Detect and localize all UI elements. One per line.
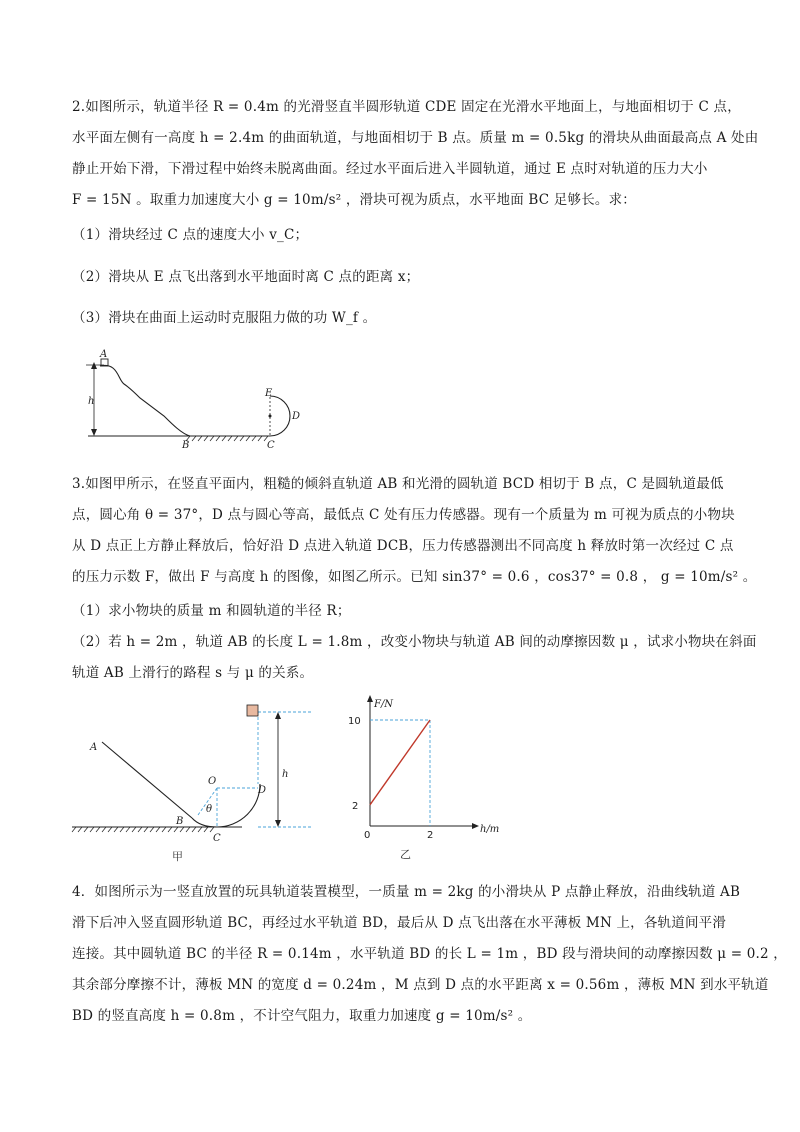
chart-y-arrow bbox=[367, 695, 373, 702]
q2-curved-track bbox=[100, 365, 190, 436]
q4-line-1: 4．如图所示为一竖直放置的玩具轨道装置模型，一质量 m = 2kg 的小滑块从 P 点静止释放，沿曲线轨道 AB bbox=[72, 884, 741, 900]
q3-stem bbox=[72, 469, 757, 593]
q2-sub-1: （1）滑块经过 C 点的速度大小 v_C； bbox=[72, 227, 309, 243]
q3-line-3: 从 D 点正上方静止释放后，恰好沿 D 点进入轨道 DCB，压力传感器测出不同高度 h 释放时第一次经过 C 点 bbox=[72, 538, 734, 554]
q3-ground-hatch bbox=[72, 827, 214, 832]
q3-caption-jia: 甲 bbox=[172, 850, 183, 863]
q3-incline-AB bbox=[102, 742, 192, 818]
f-h-chart bbox=[338, 690, 498, 870]
q4-stem bbox=[72, 877, 787, 1032]
q3-line-4: 的压力示数 F，做出 F 与高度 h 的图像，如图乙所示。已知 sin37° = 0.6 ，cos37° = 0.8 ， g = 10m/s² 。 bbox=[72, 569, 757, 585]
q2-sub-2: （2）滑块从 E 点飞出落到水平地面时离 C 点的距离 x； bbox=[72, 269, 420, 285]
chart-ytick-10: 10 bbox=[348, 716, 361, 727]
q4-line-4: 其余部分摩擦不计，薄板 MN 的宽度 d = 0.24m ，M 点到 D 点的水平距离 x = 0.56m ，薄板 MN 到水平轨道 bbox=[72, 977, 769, 993]
chart-xlabel: h/m bbox=[480, 824, 500, 835]
q2-line-1: 2.如图所示，轨道半径 R = 0.4m 的光滑竖直半圆形轨道 CDE 固定在光滑水平地面上，与地面相切于 C 点， bbox=[72, 99, 741, 115]
q3-figure-yi bbox=[338, 690, 498, 874]
q2-line-3: 静止开始下滑，下滑过程中始终未脱离曲面。经过水平面后进入半圆轨道，通过 E 点时对轨道的压力大小 bbox=[72, 161, 708, 177]
q3-theta-label: θ bbox=[206, 804, 213, 815]
q2-h-label: h bbox=[88, 396, 95, 407]
q3-sub-2-line-1: （2）若 h = 2m ，轨道 AB 的长度 L = 1.8m ，改变小物块与轨道 AB 间的动摩擦因数 μ ，试求小物块在斜面 bbox=[72, 634, 757, 650]
q4-line-5: BD 的竖直高度 h = 0.8m ，不计空气阻力，取重力加速度 g = 10m/s² 。 bbox=[72, 1008, 532, 1024]
q2-line-2: 水平面左侧有一高度 h = 2.4m 的曲面轨道，与地面相切于 B 点。质量 m = 0.5kg 的滑块从曲面最高点 A 处由 bbox=[72, 130, 759, 146]
q3-O-label: O bbox=[208, 776, 217, 787]
q2-C-label: C bbox=[267, 440, 275, 451]
chart-origin-label: 0 bbox=[364, 830, 371, 841]
q2-D-label: D bbox=[292, 411, 301, 422]
q2-figure bbox=[78, 348, 318, 457]
q3-A-label: A bbox=[90, 742, 98, 753]
chart-x-arrow bbox=[472, 823, 479, 829]
q2-E-label: E bbox=[265, 388, 273, 399]
chart-series-line bbox=[370, 720, 430, 805]
q3-sub-1: （1）求小物块的质量 m 和圆轨道的半径 R； bbox=[72, 603, 351, 619]
q2-semicircle-track bbox=[270, 396, 290, 436]
q3-line-1: 3.如图甲所示，在竖直平面内，粗糙的倾斜直轨道 AB 和光滑的圆轨道 BCD 相切于 B 点，C 是圆轨道最低 bbox=[72, 476, 724, 492]
q3-figure-jia bbox=[72, 700, 332, 874]
q4-line-3: 连接。其中圆轨道 BC 的半径 R = 0.14m ，水平轨道 BD 的长 L = 1m ，BD 段与滑块间的动摩擦因数 μ = 0.2 ， bbox=[72, 946, 787, 962]
q3-h-label: h bbox=[282, 769, 289, 780]
q3-C-label: C bbox=[213, 833, 221, 844]
q3-block bbox=[247, 705, 258, 716]
chart-ylabel: F/N bbox=[374, 699, 394, 710]
q3-sub-2 bbox=[72, 627, 757, 689]
q4-line-2: 滑下后冲入竖直圆形轨道 BC，再经过水平轨道 BD，最后从 D 点飞出落在水平薄板 MN 上，各轨道间平滑 bbox=[72, 915, 727, 931]
q3-sub-2-line-2: 轨道 AB 上滑行的路程 s 与 μ 的关系。 bbox=[72, 665, 314, 681]
q2-sub-3: （3）滑块在曲面上运动时克服阻力做的功 W_f 。 bbox=[72, 310, 377, 326]
q2-ground-hatch bbox=[186, 436, 268, 441]
chart-xtick-2: 2 bbox=[427, 830, 434, 841]
q2-stem bbox=[72, 92, 759, 216]
q2-A-label: A bbox=[100, 349, 108, 360]
q2-line-4: F = 15N 。取重力加速度大小 g = 10m/s² ，滑块可视为质点，水平地面 BC 足够长。求： bbox=[72, 192, 637, 208]
q3-line-2: 点，圆心角 θ = 37°，D 点与圆心等高，最低点 C 处有压力传感器。现有一个质量为 m 可视为质点的小物块 bbox=[72, 507, 735, 523]
q2-B-label: B bbox=[182, 440, 190, 451]
q3-D-label: D bbox=[258, 785, 267, 796]
q3-B-label: B bbox=[176, 816, 184, 827]
chart-ytick-2: 2 bbox=[352, 800, 359, 812]
q3-caption-yi: 乙 bbox=[400, 848, 411, 861]
q3-circular-track bbox=[192, 784, 260, 827]
